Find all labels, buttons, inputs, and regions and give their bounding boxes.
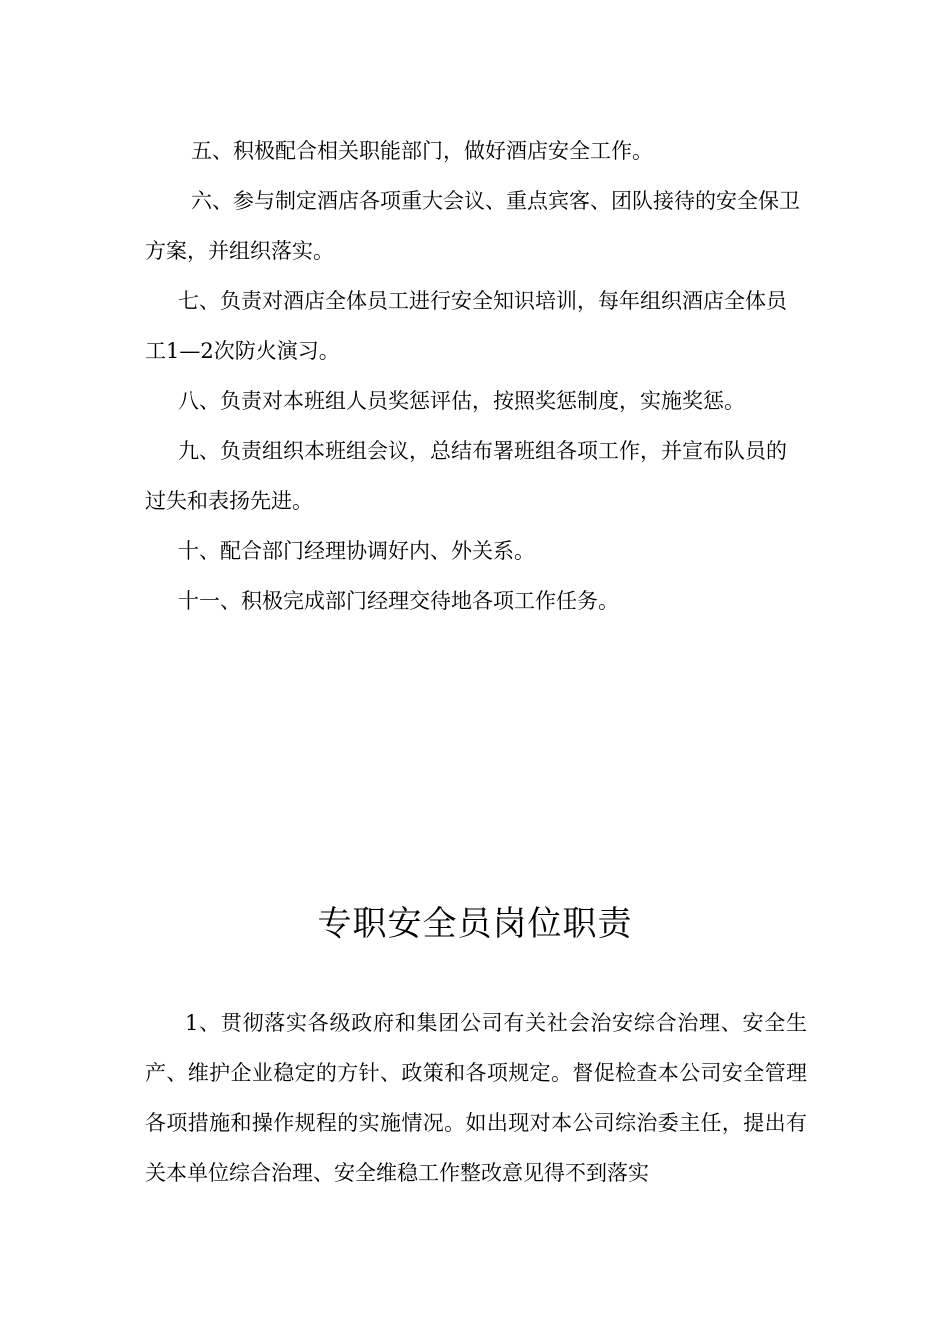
duty-item-10: 十、配合部门经理协调好内、外关系。 <box>178 539 535 563</box>
duty-item-6: 六、参与制定酒店各项重大会议、重点宾客、团队接待的安全保卫方案，并组织落实。 <box>145 189 800 263</box>
duty-item-7: 七、负责对酒店全体员工进行安全知识培训，每年组织酒店全体员工1—2次防火演习。 <box>145 289 787 363</box>
duty-item-8: 八、负责对本班组人员奖惩评估，按照奖惩制度，实施奖惩。 <box>178 389 745 413</box>
duty-item-5: 五、积极配合相关职能部门，做好酒店安全工作。 <box>191 139 653 163</box>
duty-item-11: 十一、积极完成部门经理交待地各项工作任务。 <box>178 589 619 613</box>
duty-item-9: 九、负责组织本班组会议，总结布署班组各项工作，并宣布队员的过失和表扬先进。 <box>145 439 787 513</box>
section-title: 专职安全员岗位职责 <box>317 904 633 944</box>
safety-officer-duty-1: 1、贯彻落实各级政府和集团公司有关社会治安综合治理、安全生产、维护企业稳定的方针、政策和各项规定。督促检查本公司安全管理各项措施和操作规程的实施情况。如出现对本公司综治委主任，提出有关本单位综合治理、安全维稳工作整改意见得不到落实 <box>145 1011 807 1185</box>
